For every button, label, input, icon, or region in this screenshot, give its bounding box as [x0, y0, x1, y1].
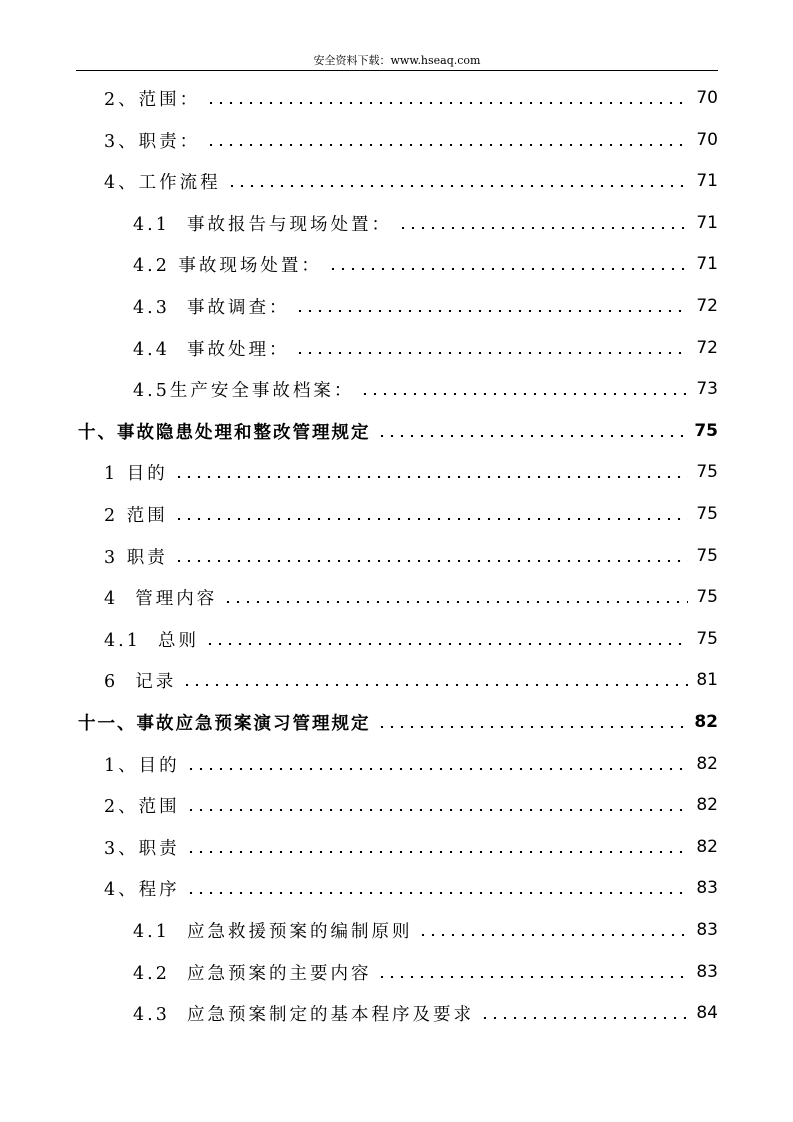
toc-entry[interactable]	[104, 84, 718, 112]
toc-leader-dots	[377, 435, 687, 437]
toc-entry-title: 2、范围：	[104, 89, 201, 110]
toc-page-number: 81	[696, 670, 718, 690]
toc-page-number: 70	[696, 88, 718, 108]
toc-leader-dots	[186, 768, 689, 770]
toc-leader-dots	[480, 1017, 688, 1019]
toc-leader-dots	[328, 268, 688, 270]
toc-entry-title: 6 记录	[104, 671, 177, 692]
toc-page-number: 71	[696, 171, 718, 191]
toc-entry-title: 4、程序	[104, 879, 180, 900]
toc-entry[interactable]	[104, 542, 718, 570]
toc-leader-dots	[182, 684, 688, 686]
toc-page-number: 83	[696, 878, 718, 898]
toc-entry-title: 十一、事故应急预案演习管理规定	[78, 713, 371, 734]
toc-page-number: 75	[694, 421, 718, 441]
toc-entry-title: 4.2 应急预案的主要内容	[133, 963, 372, 984]
toc-leader-dots	[186, 809, 689, 811]
toc-page-number: 75	[696, 546, 718, 566]
toc-entry-title: 4.3 事故调查：	[133, 297, 290, 318]
toc-leader-dots	[206, 102, 688, 104]
toc-page-number: 75	[696, 504, 718, 524]
toc-entry-title: 2、范围	[104, 796, 180, 817]
toc-leader-dots	[223, 601, 688, 603]
toc-entry-title: 3、职责	[104, 838, 180, 859]
toc-entry[interactable]	[104, 458, 718, 486]
toc-leader-dots	[205, 643, 688, 645]
toc-entry-title: 4.5生产安全事故档案：	[133, 380, 355, 401]
toc-leader-dots	[206, 144, 688, 146]
toc-entry[interactable]	[104, 666, 718, 694]
toc-leader-dots	[186, 851, 689, 853]
toc-entry[interactable]	[104, 167, 718, 195]
toc-entry[interactable]	[104, 583, 718, 611]
toc-page-number: 82	[694, 712, 718, 732]
toc-page-number: 75	[696, 587, 718, 607]
toc-entry-title: 3、职责：	[104, 131, 201, 152]
toc-entry-title: 2 范围	[104, 505, 168, 526]
toc-page-number: 71	[696, 213, 718, 233]
toc-entry[interactable]	[133, 292, 718, 320]
toc-leader-dots	[174, 476, 689, 478]
toc-entry-title: 4 管理内容	[104, 588, 218, 609]
toc-leader-dots	[377, 726, 687, 728]
toc-entry-title: 1、目的	[104, 755, 180, 776]
toc-entry-title: 4.4 事故处理：	[133, 339, 290, 360]
toc-leader-dots	[174, 518, 689, 520]
toc-leader-dots	[377, 976, 688, 978]
toc-leader-dots	[295, 352, 688, 354]
toc-entry[interactable]	[104, 126, 718, 154]
toc-page-number: 83	[696, 920, 718, 940]
toc-entry-title: 3 职责	[104, 547, 168, 568]
toc-page-number: 82	[696, 795, 718, 815]
toc-page-number: 70	[696, 130, 718, 150]
toc-entry[interactable]	[104, 874, 718, 902]
toc-page-number: 72	[696, 296, 718, 316]
toc-entry[interactable]	[133, 250, 718, 278]
toc-entry[interactable]	[104, 791, 718, 819]
toc-page-number: 75	[696, 629, 718, 649]
toc-page-number: 72	[696, 338, 718, 358]
toc-chapter-entry[interactable]	[78, 708, 718, 736]
toc-leader-dots	[174, 560, 689, 562]
toc-page-number: 83	[696, 962, 718, 982]
toc-entry[interactable]	[133, 999, 718, 1027]
toc-leader-dots	[295, 310, 688, 312]
toc-entry-title: 4.1 总则	[104, 630, 199, 651]
toc-leader-dots	[398, 227, 688, 229]
toc-leader-dots	[418, 934, 688, 936]
toc-entry[interactable]	[104, 750, 718, 778]
toc-leader-dots	[227, 185, 689, 187]
page-header: 安全资料下载：www.hseaq.com	[313, 54, 481, 67]
toc-entry[interactable]	[104, 833, 718, 861]
toc-entry[interactable]	[133, 958, 718, 986]
toc-entry-title: 4.1 应急救援预案的编制原则	[133, 921, 413, 942]
toc-page-number: 82	[696, 837, 718, 857]
toc-entry-title: 1 目的	[104, 463, 168, 484]
toc-entry-title: 4.1 事故报告与现场处置：	[133, 214, 392, 235]
toc-entry-title: 4.2 事故现场处置：	[133, 255, 322, 276]
toc-entry[interactable]	[133, 334, 718, 362]
toc-entry[interactable]	[104, 500, 718, 528]
toc-page-number: 75	[696, 462, 718, 482]
toc-entry-title: 4.3 应急预案制定的基本程序及要求	[133, 1004, 474, 1025]
toc-entry[interactable]	[133, 375, 718, 403]
toc-entry[interactable]	[104, 625, 718, 653]
toc-entry-title: 4、工作流程	[104, 172, 221, 193]
toc-leader-dots	[360, 393, 688, 395]
toc-page-number: 73	[696, 379, 718, 399]
toc-page-number: 71	[696, 254, 718, 274]
toc-entry[interactable]	[133, 916, 718, 944]
toc-page-number: 82	[696, 754, 718, 774]
toc-entry[interactable]	[133, 209, 718, 237]
toc-chapter-entry[interactable]	[78, 417, 718, 445]
toc-leader-dots	[186, 892, 689, 894]
toc-page-number: 84	[696, 1003, 718, 1023]
toc-entry-title: 十、事故隐患处理和整改管理规定	[78, 422, 371, 443]
